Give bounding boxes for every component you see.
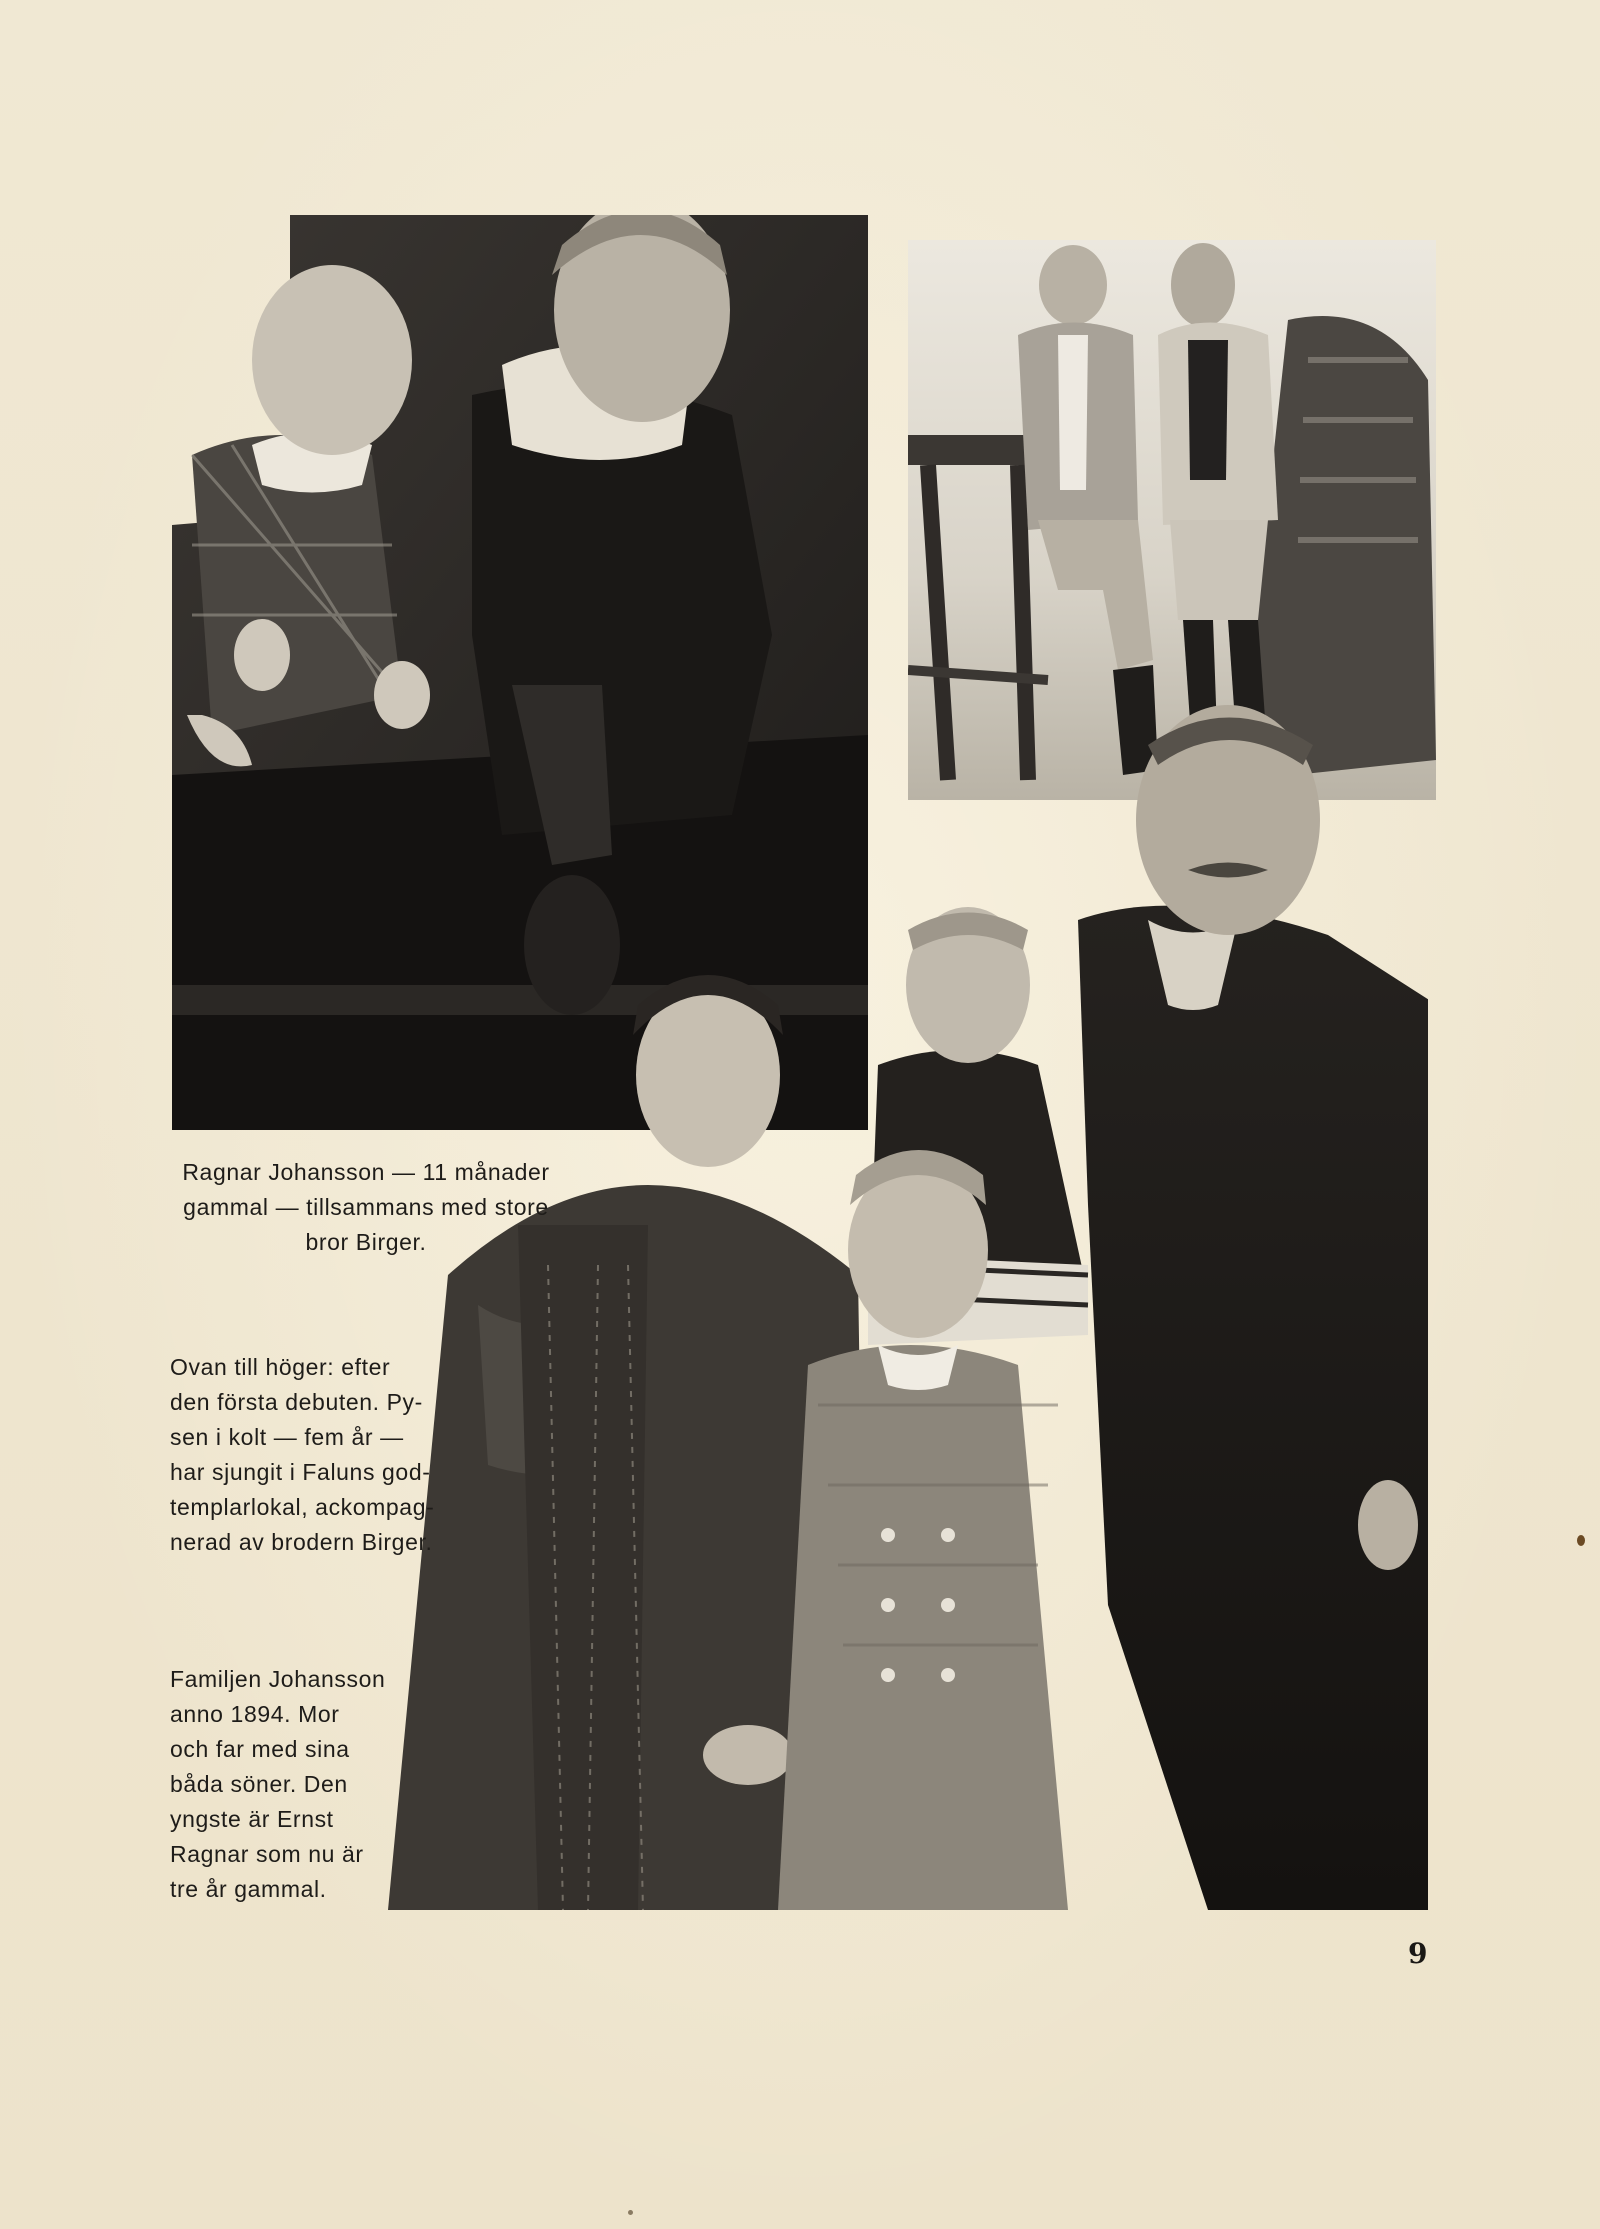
caption-baby-and-brother: Ragnar Johansson — 11 månader gammal — tillsammans med store bror Birger. xyxy=(182,1159,550,1255)
page-number: 9 xyxy=(1408,1937,1428,1970)
photo-family-portrait-1894 xyxy=(388,705,1428,1910)
caption-first-debut: Ovan till höger: efter den första debuten. Py- sen i kolt — fem år — har sjungit i Faluns god- templarlokal, ackompag- nerad av brodern Birger. xyxy=(170,1354,435,1555)
paper-stain xyxy=(628,2210,633,2215)
paper-stain xyxy=(1577,1535,1585,1546)
caption-family-1894: Familjen Johansson anno 1894. Mor och far med sina båda söner. Den yngste är Ernst Ragnar som nu är tre år gammal. xyxy=(170,1666,386,1902)
